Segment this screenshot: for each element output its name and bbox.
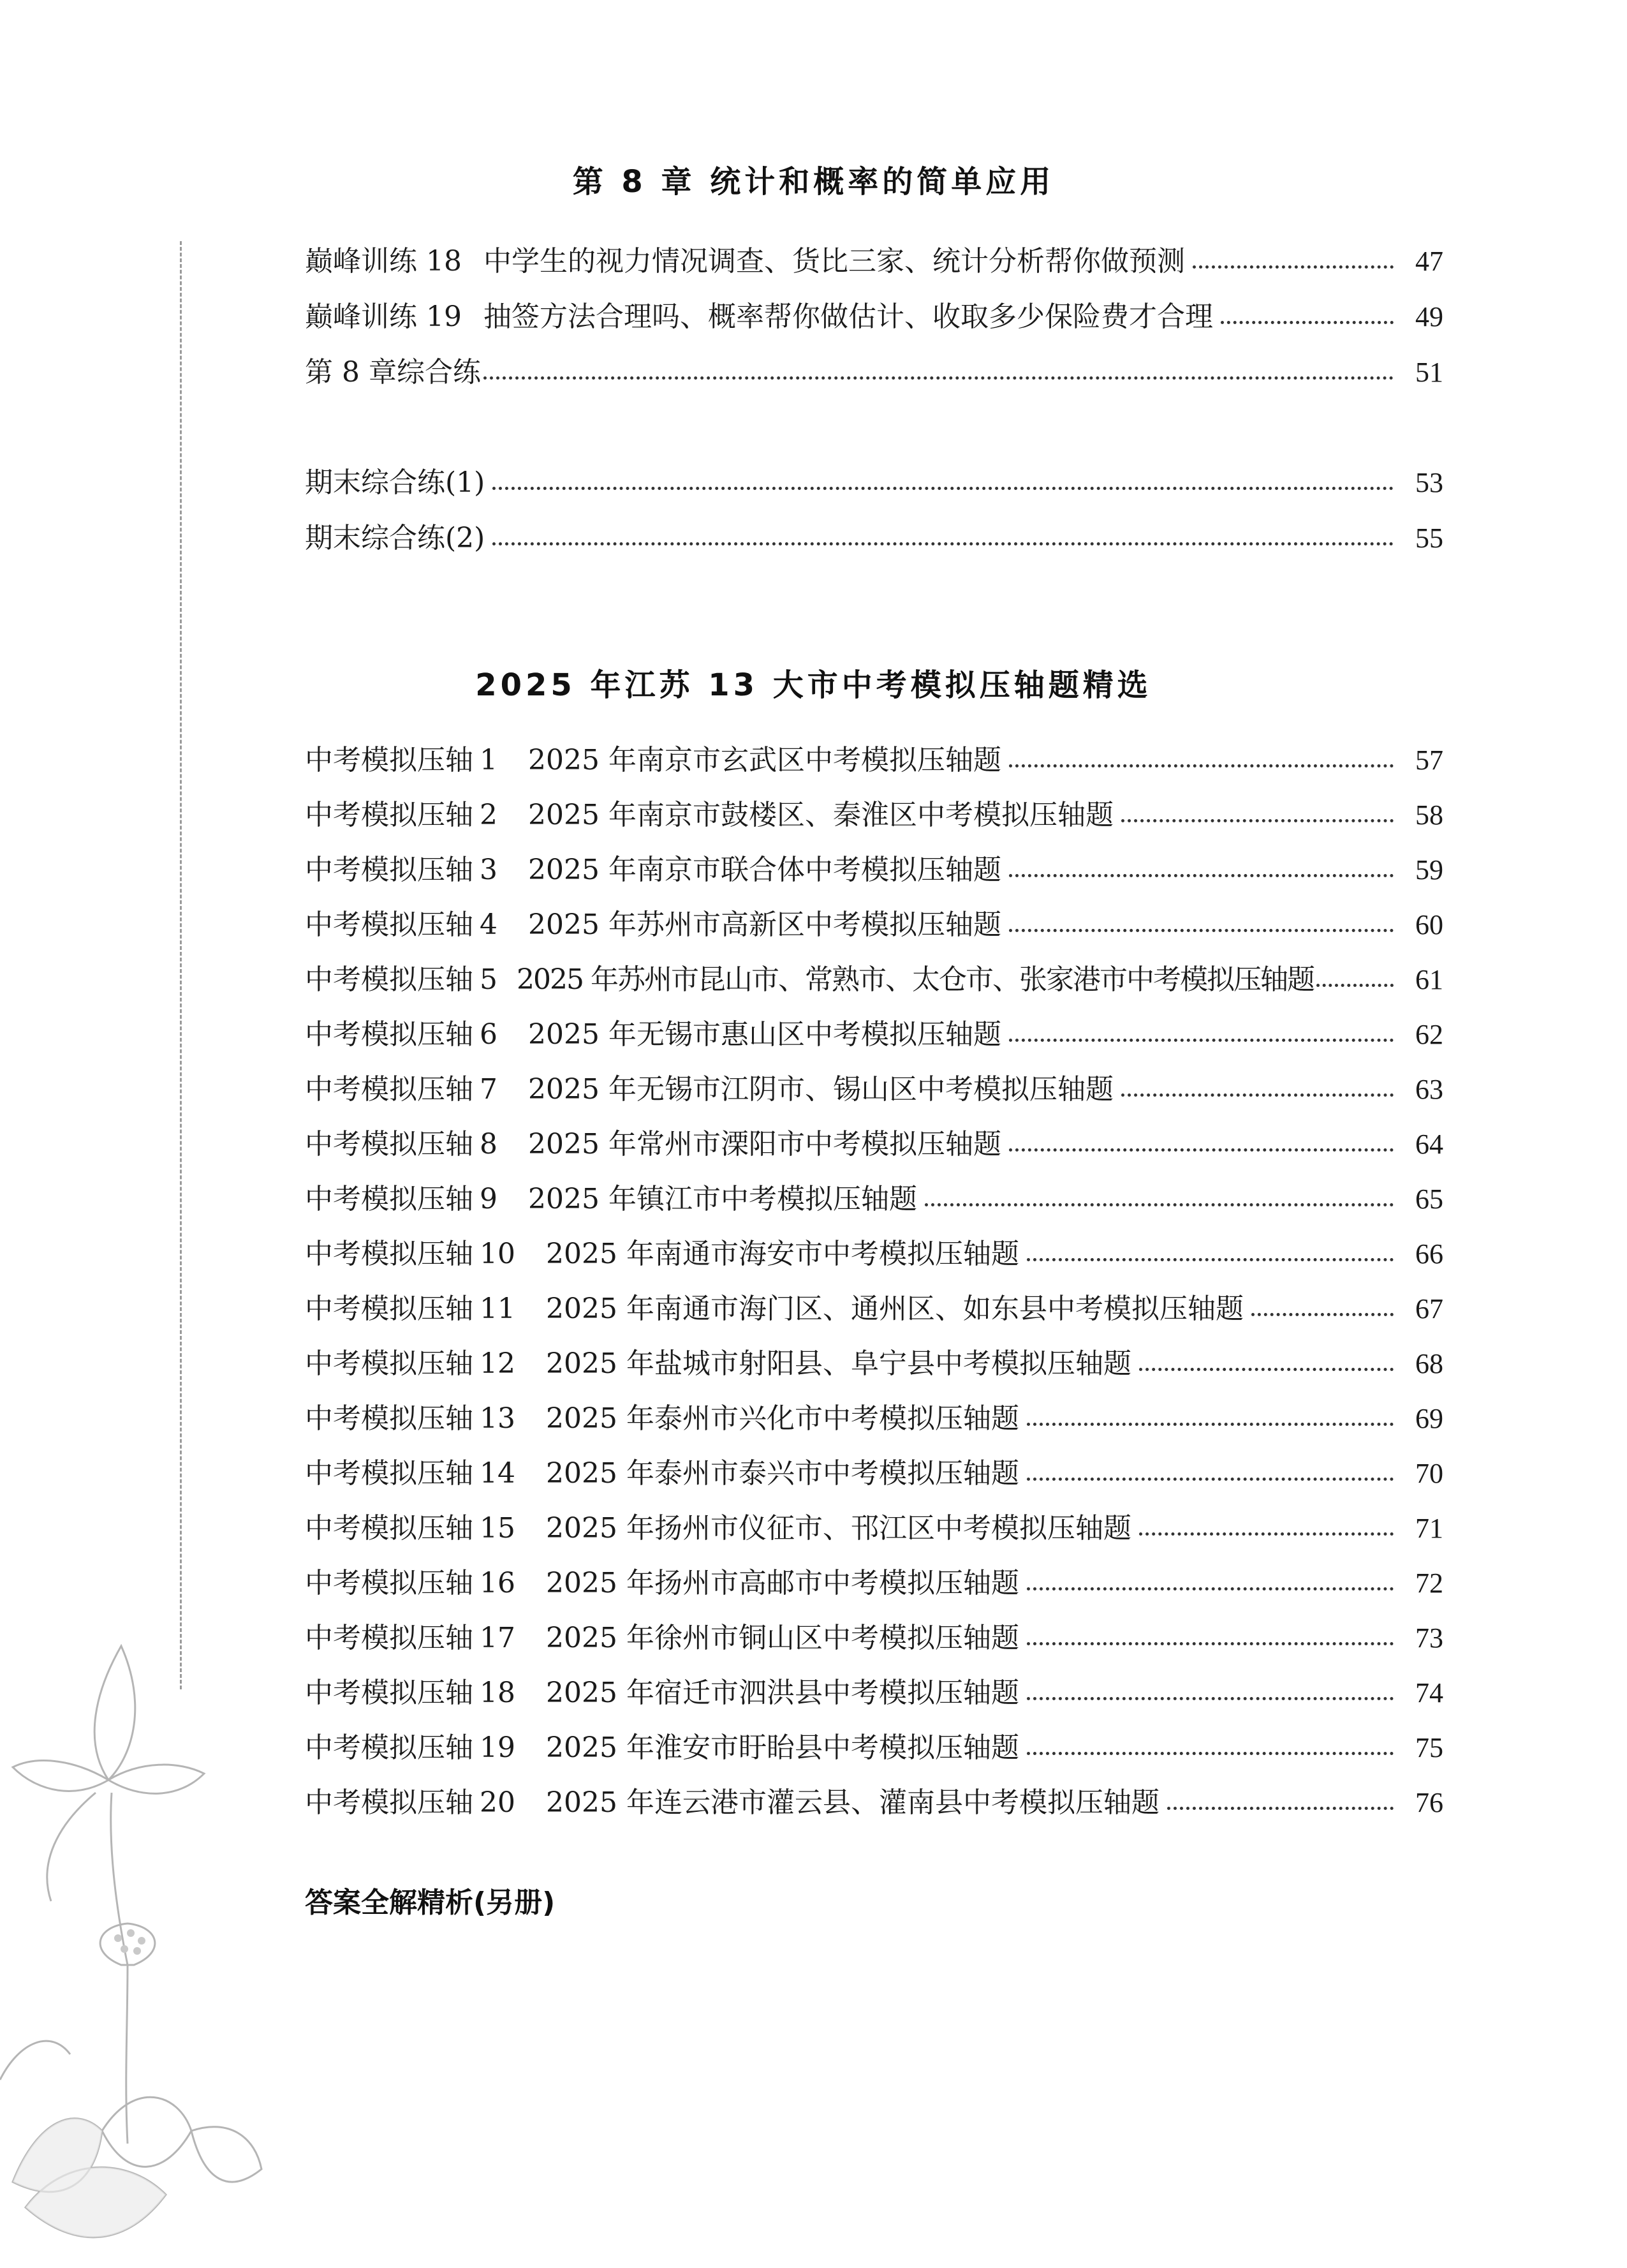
- entry-label: 中考模拟压轴 1: [305, 744, 497, 776]
- entry-title: 2025 年徐州市铜山区中考模拟压轴题: [546, 1622, 1019, 1654]
- dot-leader: [492, 542, 1394, 545]
- dot-leader: [1167, 1807, 1394, 1810]
- dot-leader: [483, 376, 1394, 380]
- page-number: 53: [1415, 467, 1443, 498]
- entry-label: 中考模拟压轴 2: [305, 799, 497, 831]
- entry-title: 中学生的视力情况调查、货比三家、统计分析帮你做预测: [483, 245, 1185, 278]
- entry-title: 2025 年连云港市灌云县、灌南县中考模拟压轴题: [546, 1786, 1160, 1819]
- dot-leader: [1027, 1752, 1394, 1755]
- page-number: 59: [1415, 854, 1443, 886]
- page-number: 60: [1415, 909, 1443, 940]
- entry-title: 2025 年无锡市惠山区中考模拟压轴题: [528, 1018, 1001, 1051]
- toc-entry[interactable]: [305, 1177, 1443, 1222]
- dot-leader: [1193, 265, 1394, 269]
- toc-entry[interactable]: [305, 1671, 1443, 1716]
- toc-entry[interactable]: [305, 1342, 1443, 1386]
- page-number: 70: [1415, 1458, 1443, 1489]
- answers-note: 答案全解精析(另册): [305, 1886, 556, 1919]
- toc-entry[interactable]: [305, 958, 1443, 1002]
- entry-label: 中考模拟压轴 12: [305, 1347, 515, 1380]
- toc-entry[interactable]: [305, 1122, 1443, 1167]
- page-number: 75: [1415, 1732, 1443, 1763]
- entry-label: 中考模拟压轴 4: [305, 908, 497, 941]
- entry-title: 2025 年南通市海门区、通州区、如东县中考模拟压轴题: [546, 1293, 1244, 1325]
- entry-label: 中考模拟压轴 5: [305, 963, 497, 996]
- toc-entry[interactable]: [305, 1616, 1443, 1661]
- entry-label: 中考模拟压轴 19: [305, 1731, 515, 1764]
- toc-entry[interactable]: [305, 903, 1443, 947]
- entry-label: 中考模拟压轴 16: [305, 1567, 515, 1599]
- entry-title: 2025 年无锡市江阴市、锡山区中考模拟压轴题: [528, 1073, 1114, 1106]
- page-number: 62: [1415, 1019, 1443, 1050]
- page-number: 61: [1415, 964, 1443, 995]
- page-number: 58: [1415, 799, 1443, 831]
- page-number: 66: [1415, 1238, 1443, 1270]
- entry-title: 2025 年镇江市中考模拟压轴题: [528, 1183, 917, 1215]
- entry-label: 中考模拟压轴 6: [305, 1018, 497, 1051]
- toc-entry[interactable]: [305, 738, 1443, 783]
- dot-leader: [1009, 1148, 1394, 1152]
- toc-entry[interactable]: [305, 1451, 1443, 1496]
- entry-title: 2025 年苏州市昆山市、常熟市、太仓市、张家港市中考模拟压轴题: [517, 963, 1314, 996]
- dot-leader: [1027, 1697, 1394, 1700]
- page-number: 74: [1415, 1677, 1443, 1708]
- entry-title: 2025 年泰州市泰兴市中考模拟压轴题: [546, 1457, 1019, 1490]
- entry-title: 2025 年淮安市盱眙县中考模拟压轴题: [546, 1731, 1019, 1764]
- page-number: 72: [1415, 1568, 1443, 1599]
- entry-title: 2025 年苏州市高新区中考模拟压轴题: [528, 908, 1001, 941]
- entry-label: 中考模拟压轴 10: [305, 1238, 515, 1270]
- toc-entry[interactable]: [305, 793, 1443, 838]
- margin-dashed-line: [180, 241, 182, 1689]
- dot-leader: [1316, 984, 1394, 987]
- dot-leader: [1009, 929, 1394, 932]
- page-number: 64: [1415, 1129, 1443, 1160]
- dot-leader: [1027, 1642, 1394, 1645]
- entry-title: 2025 年扬州市高邮市中考模拟压轴题: [546, 1567, 1019, 1599]
- entry-label: 巅峰训练 19: [305, 300, 462, 333]
- dot-leader: [1139, 1532, 1394, 1536]
- entry-title: 抽签方法合理吗、概率帮你做估计、收取多少保险费才合理: [483, 300, 1213, 333]
- toc-entry[interactable]: [305, 1397, 1443, 1441]
- page-number: 57: [1415, 745, 1443, 776]
- entry-title: 2025 年南京市联合体中考模拟压轴题: [528, 854, 1001, 886]
- dot-leader: [1009, 1039, 1394, 1042]
- toc-entry[interactable]: [305, 1561, 1443, 1606]
- page-number: 63: [1415, 1074, 1443, 1105]
- entry-title: 2025 年扬州市仪征市、邗江区中考模拟压轴题: [546, 1512, 1131, 1545]
- dot-leader: [1139, 1368, 1394, 1371]
- dot-leader: [1009, 874, 1394, 877]
- entry-label: 中考模拟压轴 15: [305, 1512, 515, 1545]
- dot-leader: [1027, 1587, 1394, 1590]
- toc-entry[interactable]: [305, 350, 1443, 395]
- page-number: 67: [1415, 1293, 1443, 1324]
- entry-label: 中考模拟压轴 13: [305, 1402, 515, 1435]
- page-number: 71: [1415, 1513, 1443, 1544]
- entry-label: 中考模拟压轴 11: [305, 1293, 515, 1325]
- entry-label: 中考模拟压轴 7: [305, 1073, 497, 1106]
- dot-leader: [1121, 819, 1394, 822]
- dot-leader: [492, 487, 1394, 490]
- entry-label: 中考模拟压轴 17: [305, 1622, 515, 1654]
- mock-section-heading: 2025 年江苏 13 大市中考模拟压轴题精选: [475, 667, 1152, 703]
- dot-leader: [1009, 764, 1394, 767]
- page-number: 65: [1415, 1183, 1443, 1215]
- toc-entry[interactable]: [305, 1232, 1443, 1277]
- entry-label: 中考模拟压轴 18: [305, 1677, 515, 1709]
- toc-entry[interactable]: [305, 1506, 1443, 1551]
- entry-label: 第 8 章综合练: [305, 356, 481, 389]
- entry-title: 2025 年盐城市射阳县、阜宁县中考模拟压轴题: [546, 1347, 1131, 1380]
- dot-leader: [1027, 1478, 1394, 1481]
- dot-leader: [1027, 1258, 1394, 1261]
- entry-title: 2025 年泰州市兴化市中考模拟压轴题: [546, 1402, 1019, 1435]
- toc-entry[interactable]: [305, 1012, 1443, 1057]
- page-number: 55: [1415, 523, 1443, 554]
- toc-entry[interactable]: [305, 1781, 1443, 1825]
- entry-label: 中考模拟压轴 3: [305, 854, 497, 886]
- lotus-illustration: [0, 1633, 268, 2268]
- page-number: 68: [1415, 1348, 1443, 1379]
- page-number: 73: [1415, 1622, 1443, 1654]
- toc-entry[interactable]: [305, 1287, 1443, 1331]
- toc-entry[interactable]: [305, 848, 1443, 893]
- entry-title: 2025 年南京市玄武区中考模拟压轴题: [528, 744, 1001, 776]
- dot-leader: [1121, 1093, 1394, 1097]
- entry-title: 2025 年南通市海安市中考模拟压轴题: [546, 1238, 1019, 1270]
- entry-label: 中考模拟压轴 8: [305, 1128, 497, 1160]
- entry-label: 中考模拟压轴 9: [305, 1183, 497, 1215]
- toc-entry[interactable]: [305, 1726, 1443, 1770]
- entry-label: 期末综合练(2): [305, 522, 485, 554]
- entry-label: 期末综合练(1): [305, 466, 485, 499]
- chapter-8-heading: 第 8 章 统计和概率的简单应用: [572, 164, 1055, 200]
- toc-entry[interactable]: [305, 1067, 1443, 1112]
- entry-title: 2025 年宿迁市泗洪县中考模拟压轴题: [546, 1677, 1019, 1709]
- toc-entry[interactable]: [305, 295, 1443, 339]
- entry-label: 中考模拟压轴 20: [305, 1786, 515, 1819]
- toc-entry[interactable]: [305, 461, 1443, 505]
- toc-entry[interactable]: [305, 516, 1443, 561]
- page-number: 76: [1415, 1787, 1443, 1818]
- entry-title: 2025 年常州市溧阳市中考模拟压轴题: [528, 1128, 1001, 1160]
- dot-leader: [1027, 1423, 1394, 1426]
- dot-leader: [1221, 321, 1394, 324]
- entry-label: 中考模拟压轴 14: [305, 1457, 515, 1490]
- entry-label: 巅峰训练 18: [305, 245, 462, 278]
- toc-entry[interactable]: [305, 239, 1443, 284]
- dot-leader: [925, 1203, 1394, 1206]
- page-number: 69: [1415, 1403, 1443, 1434]
- page-number: 47: [1415, 246, 1443, 277]
- entry-title: 2025 年南京市鼓楼区、秦淮区中考模拟压轴题: [528, 799, 1114, 831]
- dot-leader: [1251, 1313, 1394, 1316]
- page-number: 49: [1415, 301, 1443, 332]
- page-number: 51: [1415, 357, 1443, 388]
